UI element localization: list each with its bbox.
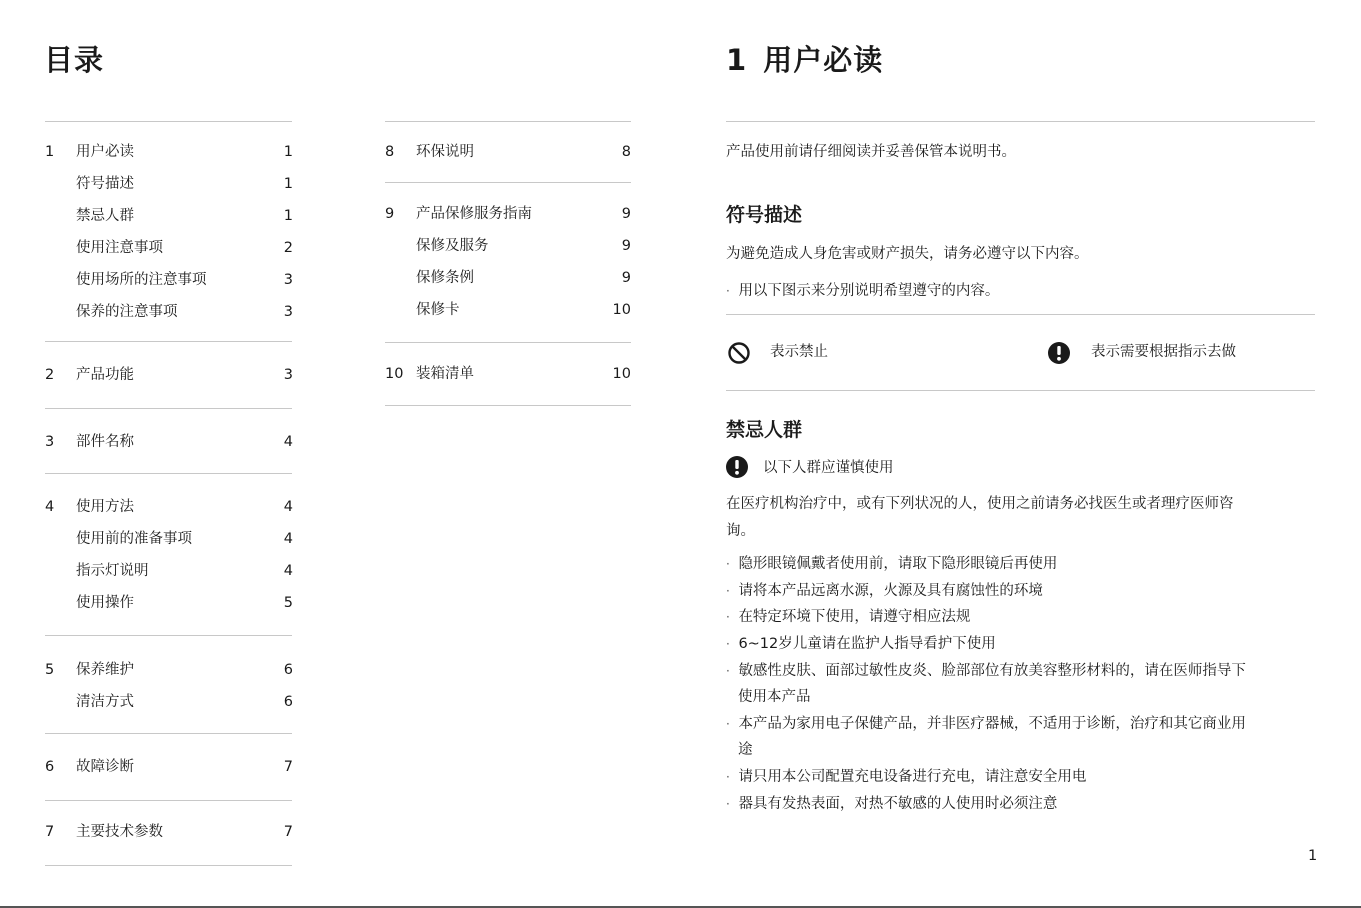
symbols-text: 为避免造成人身危害或财产损失，请务必遵守以下内容。 [726, 246, 1089, 262]
list-item-text: 器具有发热表面，对热不敏感的人使用时必须注意 [738, 796, 1058, 812]
toc-entry-number: 9 [385, 206, 395, 222]
divider [726, 314, 1315, 315]
divider [45, 865, 292, 866]
contra-text-line1: 在医疗机构治疗中，或有下列状况的人，使用之前请务必找医生或者理疗医师咨 [726, 496, 1234, 512]
toc-entry-page: 8 [621, 144, 631, 160]
toc-entry-label: 保修及服务 [416, 238, 489, 254]
divider [45, 635, 292, 636]
bullet-dot: · [726, 637, 730, 651]
toc-entry-label: 部件名称 [76, 434, 134, 450]
toc-entry-label: 指示灯说明 [76, 563, 149, 579]
toc-entry-number: 5 [45, 662, 55, 678]
toc-entry-page: 1 [283, 144, 293, 160]
toc-entry-page: 2 [283, 240, 293, 256]
toc-entry-label: 符号描述 [76, 176, 134, 192]
list-item [726, 608, 970, 626]
contra-text-line2: 询。 [726, 523, 755, 539]
divider [45, 121, 292, 122]
list-item-text: 隐形眼镜佩戴者使用前，请取下隐形眼镜后再使用 [738, 556, 1058, 572]
toc-entry-label: 使用注意事项 [76, 240, 163, 256]
toc-entry-label: 保修条例 [416, 270, 474, 286]
toc-entry-label: 用户必读 [76, 144, 134, 160]
toc-entry-label: 保养的注意事项 [76, 304, 178, 320]
toc-entry-label: 保修卡 [416, 302, 460, 318]
divider [385, 405, 631, 406]
toc-entry-page: 9 [621, 206, 631, 222]
warning-icon [725, 455, 749, 479]
bullet-dot: · [726, 557, 730, 571]
list-item-text: 请将本产品远离水源，火源及具有腐蚀性的环境 [738, 583, 1043, 599]
toc-entry-label: 清洁方式 [76, 694, 134, 710]
section-title [726, 38, 883, 79]
symbols-heading: 符号描述 [726, 204, 803, 226]
prohibit-icon [727, 341, 751, 365]
toc-entry-page: 10 [612, 302, 631, 318]
bullet-dot: · [726, 770, 730, 784]
toc-entry-page: 7 [283, 824, 293, 840]
divider [45, 408, 292, 409]
list-item [726, 715, 1246, 733]
bullet-dot: · [726, 284, 730, 298]
list-item [726, 555, 1057, 573]
toc-entry-number: 3 [45, 434, 55, 450]
divider [385, 342, 631, 343]
toc-entry-page: 1 [283, 176, 293, 192]
list-item-text: 在特定环境下使用，请遵守相应法规 [738, 609, 971, 625]
toc-entry-label: 环保说明 [416, 144, 474, 160]
list-item-text: 6~12岁儿童请在监护人指导看护下使用 [738, 636, 996, 652]
bullet-dot: · [726, 664, 730, 678]
toc-title: 目录 [44, 43, 105, 77]
list-item-text: 敏感性皮肤、面部过敏性皮炎、脸部部位有放美容整形材料的，请在医师指导下 [738, 663, 1246, 679]
list-item [726, 662, 1246, 680]
list-item [726, 582, 1043, 600]
divider [726, 121, 1315, 122]
toc-entry-page: 7 [283, 759, 293, 775]
toc-entry-page: 5 [283, 595, 293, 611]
toc-entry-number: 4 [45, 499, 55, 515]
toc-entry-label: 使用方法 [76, 499, 134, 515]
toc-entry-page: 1 [283, 208, 293, 224]
divider [45, 473, 292, 474]
list-item-continuation: 使用本产品 [738, 689, 811, 705]
list-item [726, 635, 996, 653]
toc-entry-label: 保养维护 [76, 662, 134, 678]
page-number: 1 [1308, 848, 1318, 864]
list-item [726, 795, 1057, 813]
toc-entry-page: 9 [621, 238, 631, 254]
toc-entry-number: 1 [45, 144, 55, 160]
warning-text: 以下人群应谨慎使用 [763, 460, 894, 476]
section-number: 1 [726, 43, 748, 77]
divider [45, 733, 292, 734]
list-item-text: 请只用本公司配置充电设备进行充电，请注意安全用电 [738, 769, 1087, 785]
list-item [726, 768, 1086, 786]
toc-entry-number: 6 [45, 759, 55, 775]
toc-entry-page: 4 [283, 563, 293, 579]
bullet-text: 用以下图示来分别说明希望遵守的内容。 [738, 283, 1000, 299]
symbols-bullet [726, 282, 999, 300]
list-item-text: 本产品为家用电子保健产品，并非医疗器械，不适用于诊断，治疗和其它商业用 [738, 716, 1246, 732]
mandatory-icon [1047, 341, 1071, 365]
toc-entry-page: 6 [283, 694, 293, 710]
bullet-dot: · [726, 610, 730, 624]
toc-entry-number: 10 [385, 366, 404, 382]
divider [45, 341, 292, 342]
mandatory-label: 表示需要根据指示去做 [1091, 344, 1236, 360]
divider [385, 121, 631, 122]
toc-entry-page: 4 [283, 499, 293, 515]
toc-entry-label: 产品功能 [76, 367, 134, 383]
toc-entry-number: 2 [45, 367, 55, 383]
toc-entry-label: 故障诊断 [76, 759, 134, 775]
toc-entry-page: 10 [612, 366, 631, 382]
toc-entry-label: 主要技术参数 [76, 824, 163, 840]
bullet-dot: · [726, 584, 730, 598]
intro-text: 产品使用前请仔细阅读并妥善保管本说明书。 [726, 144, 1016, 160]
bullet-dot: · [726, 717, 730, 731]
prohibit-label: 表示禁止 [770, 344, 828, 360]
toc-entry-page: 6 [283, 662, 293, 678]
toc-entry-page: 3 [283, 367, 293, 383]
contra-heading: 禁忌人群 [726, 419, 803, 441]
toc-entry-label: 装箱清单 [416, 366, 474, 382]
toc-entry-label: 使用场所的注意事项 [76, 272, 207, 288]
toc-entry-label: 使用前的准备事项 [76, 531, 192, 547]
divider [385, 182, 631, 183]
toc-entry-label: 使用操作 [76, 595, 134, 611]
toc-entry-page: 4 [283, 434, 293, 450]
toc-entry-number: 7 [45, 824, 55, 840]
toc-entry-number: 8 [385, 144, 395, 160]
divider [45, 800, 292, 801]
toc-entry-page: 3 [283, 304, 293, 320]
toc-entry-label: 禁忌人群 [76, 208, 134, 224]
list-item-continuation: 途 [738, 742, 753, 758]
toc-entry-page: 9 [621, 270, 631, 286]
bullet-dot: · [726, 797, 730, 811]
divider [726, 390, 1315, 391]
toc-entry-label: 产品保修服务指南 [416, 206, 532, 222]
section-title-text: 用户必读 [763, 43, 884, 77]
toc-entry-page: 4 [283, 531, 293, 547]
toc-entry-page: 3 [283, 272, 293, 288]
